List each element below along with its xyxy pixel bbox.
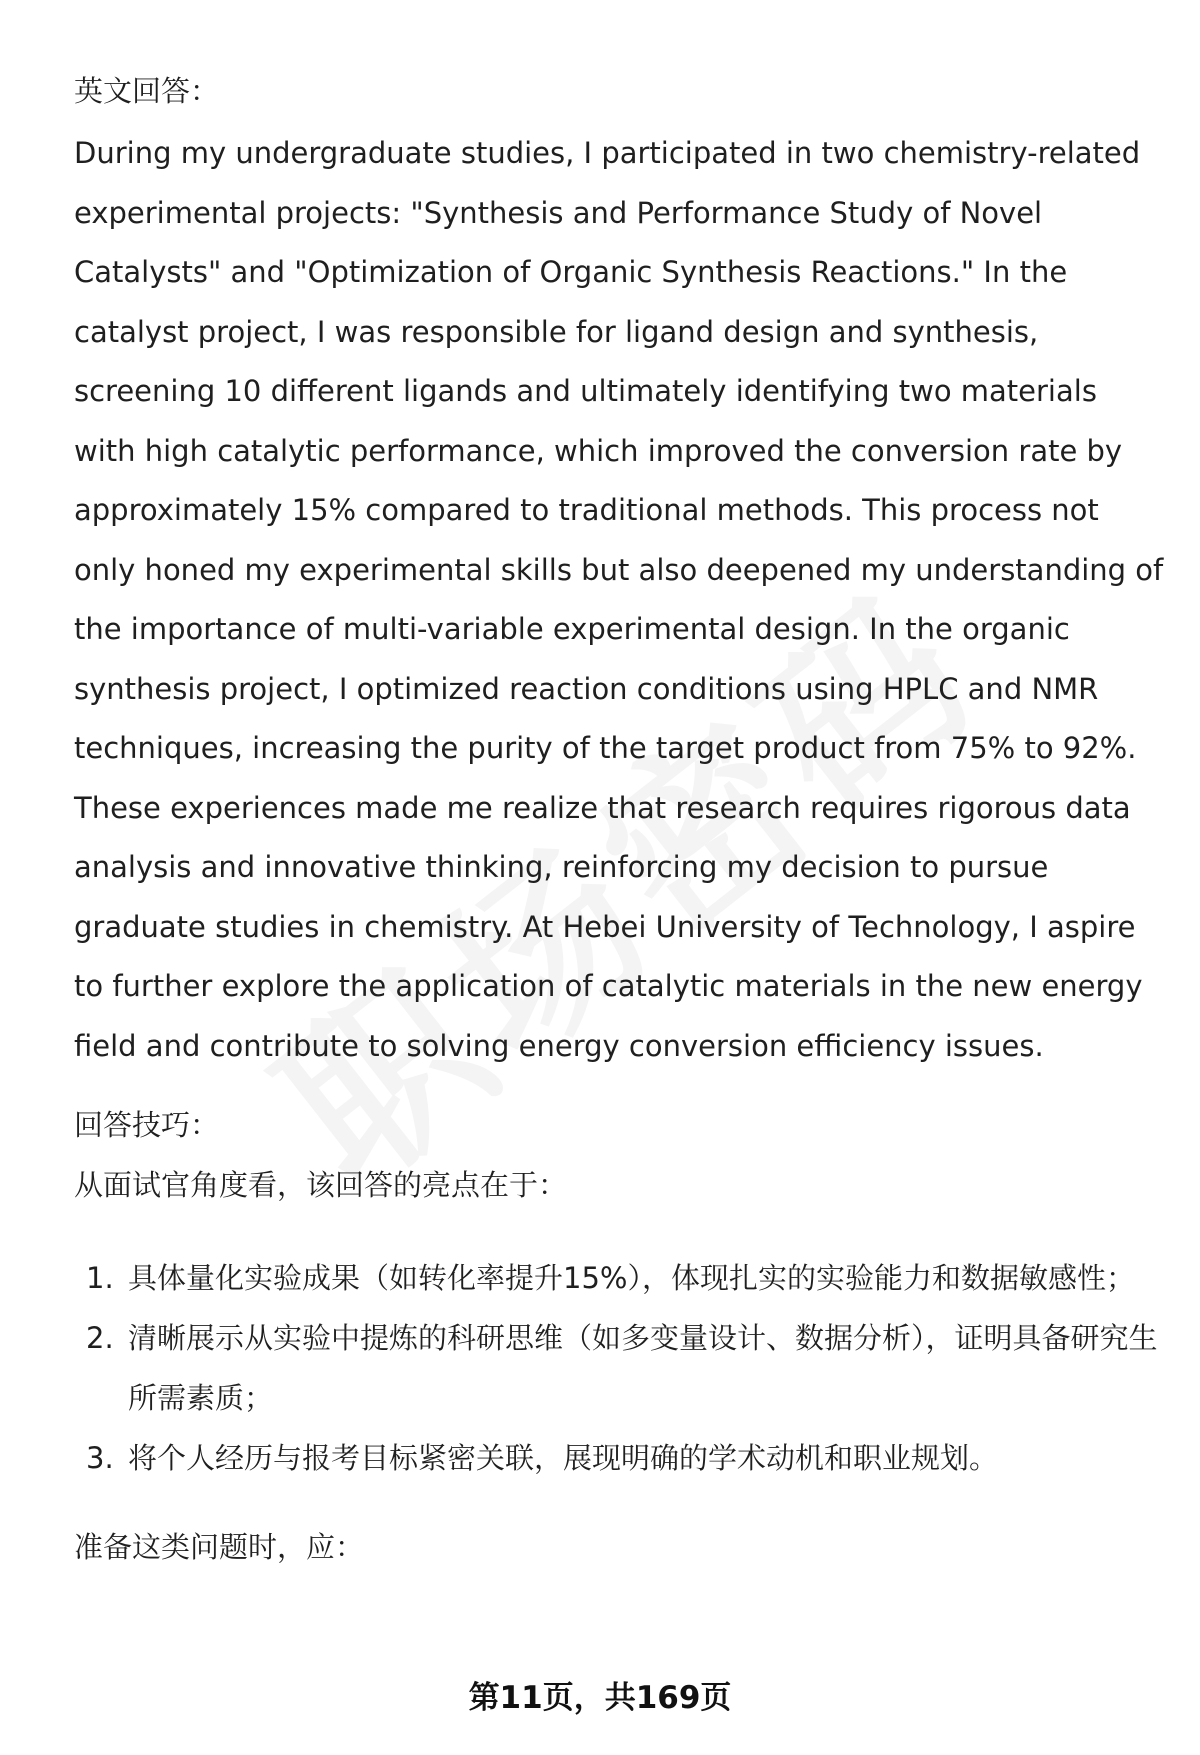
english-answer-text: During my undergraduate studies, I participated in two chemistry-related experimental projects: "Synthesis and Performance Study of Novel Catalysts" and "Optimization of Organic Synthesis Reactions." In the catalyst project, I was responsible for ligand design and synthesis, screening 10 different ligands and ultimately identifying two materials with high catalytic performance, which improved the conversion rate by approximately 15% compared to traditional methods. This process not only honed my experimental skills but also deepened my understanding of the importance of multi-variable experimental design. In the organic synthesis project, I optimized reaction conditions using HPLC and NMR techniques, increasing the purity of the target product from 75% to 92%. These experiences made me realize that research requires rigorous data analysis and innovative thinking, reinforcing my decision to pursue graduate studies in chemistry. At Hebei University of Technology, I aspire to further explore the application of catalytic materials in the new energy field and contribute to solving energy conversion efficiency issues. bbox=[74, 136, 1164, 1063]
tips-intro: 从面试官角度看，该回答的亮点在于： bbox=[74, 1168, 568, 1202]
list-item-text: 清晰展示从实验中提炼的科研思维（如多变量设计、数据分析），证明具备研究生所需素质； bbox=[128, 1321, 1158, 1415]
prepare-label: 准备这类问题时，应： bbox=[74, 1530, 365, 1564]
list-item bbox=[74, 1248, 1164, 1308]
page-content bbox=[74, 68, 1164, 1570]
list-item-text: 具体量化实验成果（如转化率提升15%），体现扎实的实验能力和数据敏感性； bbox=[128, 1261, 1135, 1295]
list-item-number: 2. bbox=[86, 1321, 114, 1355]
tips-label: 回答技巧： bbox=[74, 1108, 220, 1142]
list-item-number: 1. bbox=[86, 1261, 114, 1295]
list-item-number: 3. bbox=[86, 1441, 114, 1475]
list-item-text: 将个人经历与报考目标紧密关联，展现明确的学术动机和职业规划。 bbox=[128, 1441, 999, 1475]
tips-list bbox=[74, 1248, 1164, 1488]
list-item bbox=[74, 1428, 1164, 1488]
english-answer-label: 英文回答： bbox=[74, 74, 220, 108]
list-item bbox=[74, 1308, 1164, 1428]
page-number: 第11页，共169页 bbox=[468, 1680, 732, 1716]
